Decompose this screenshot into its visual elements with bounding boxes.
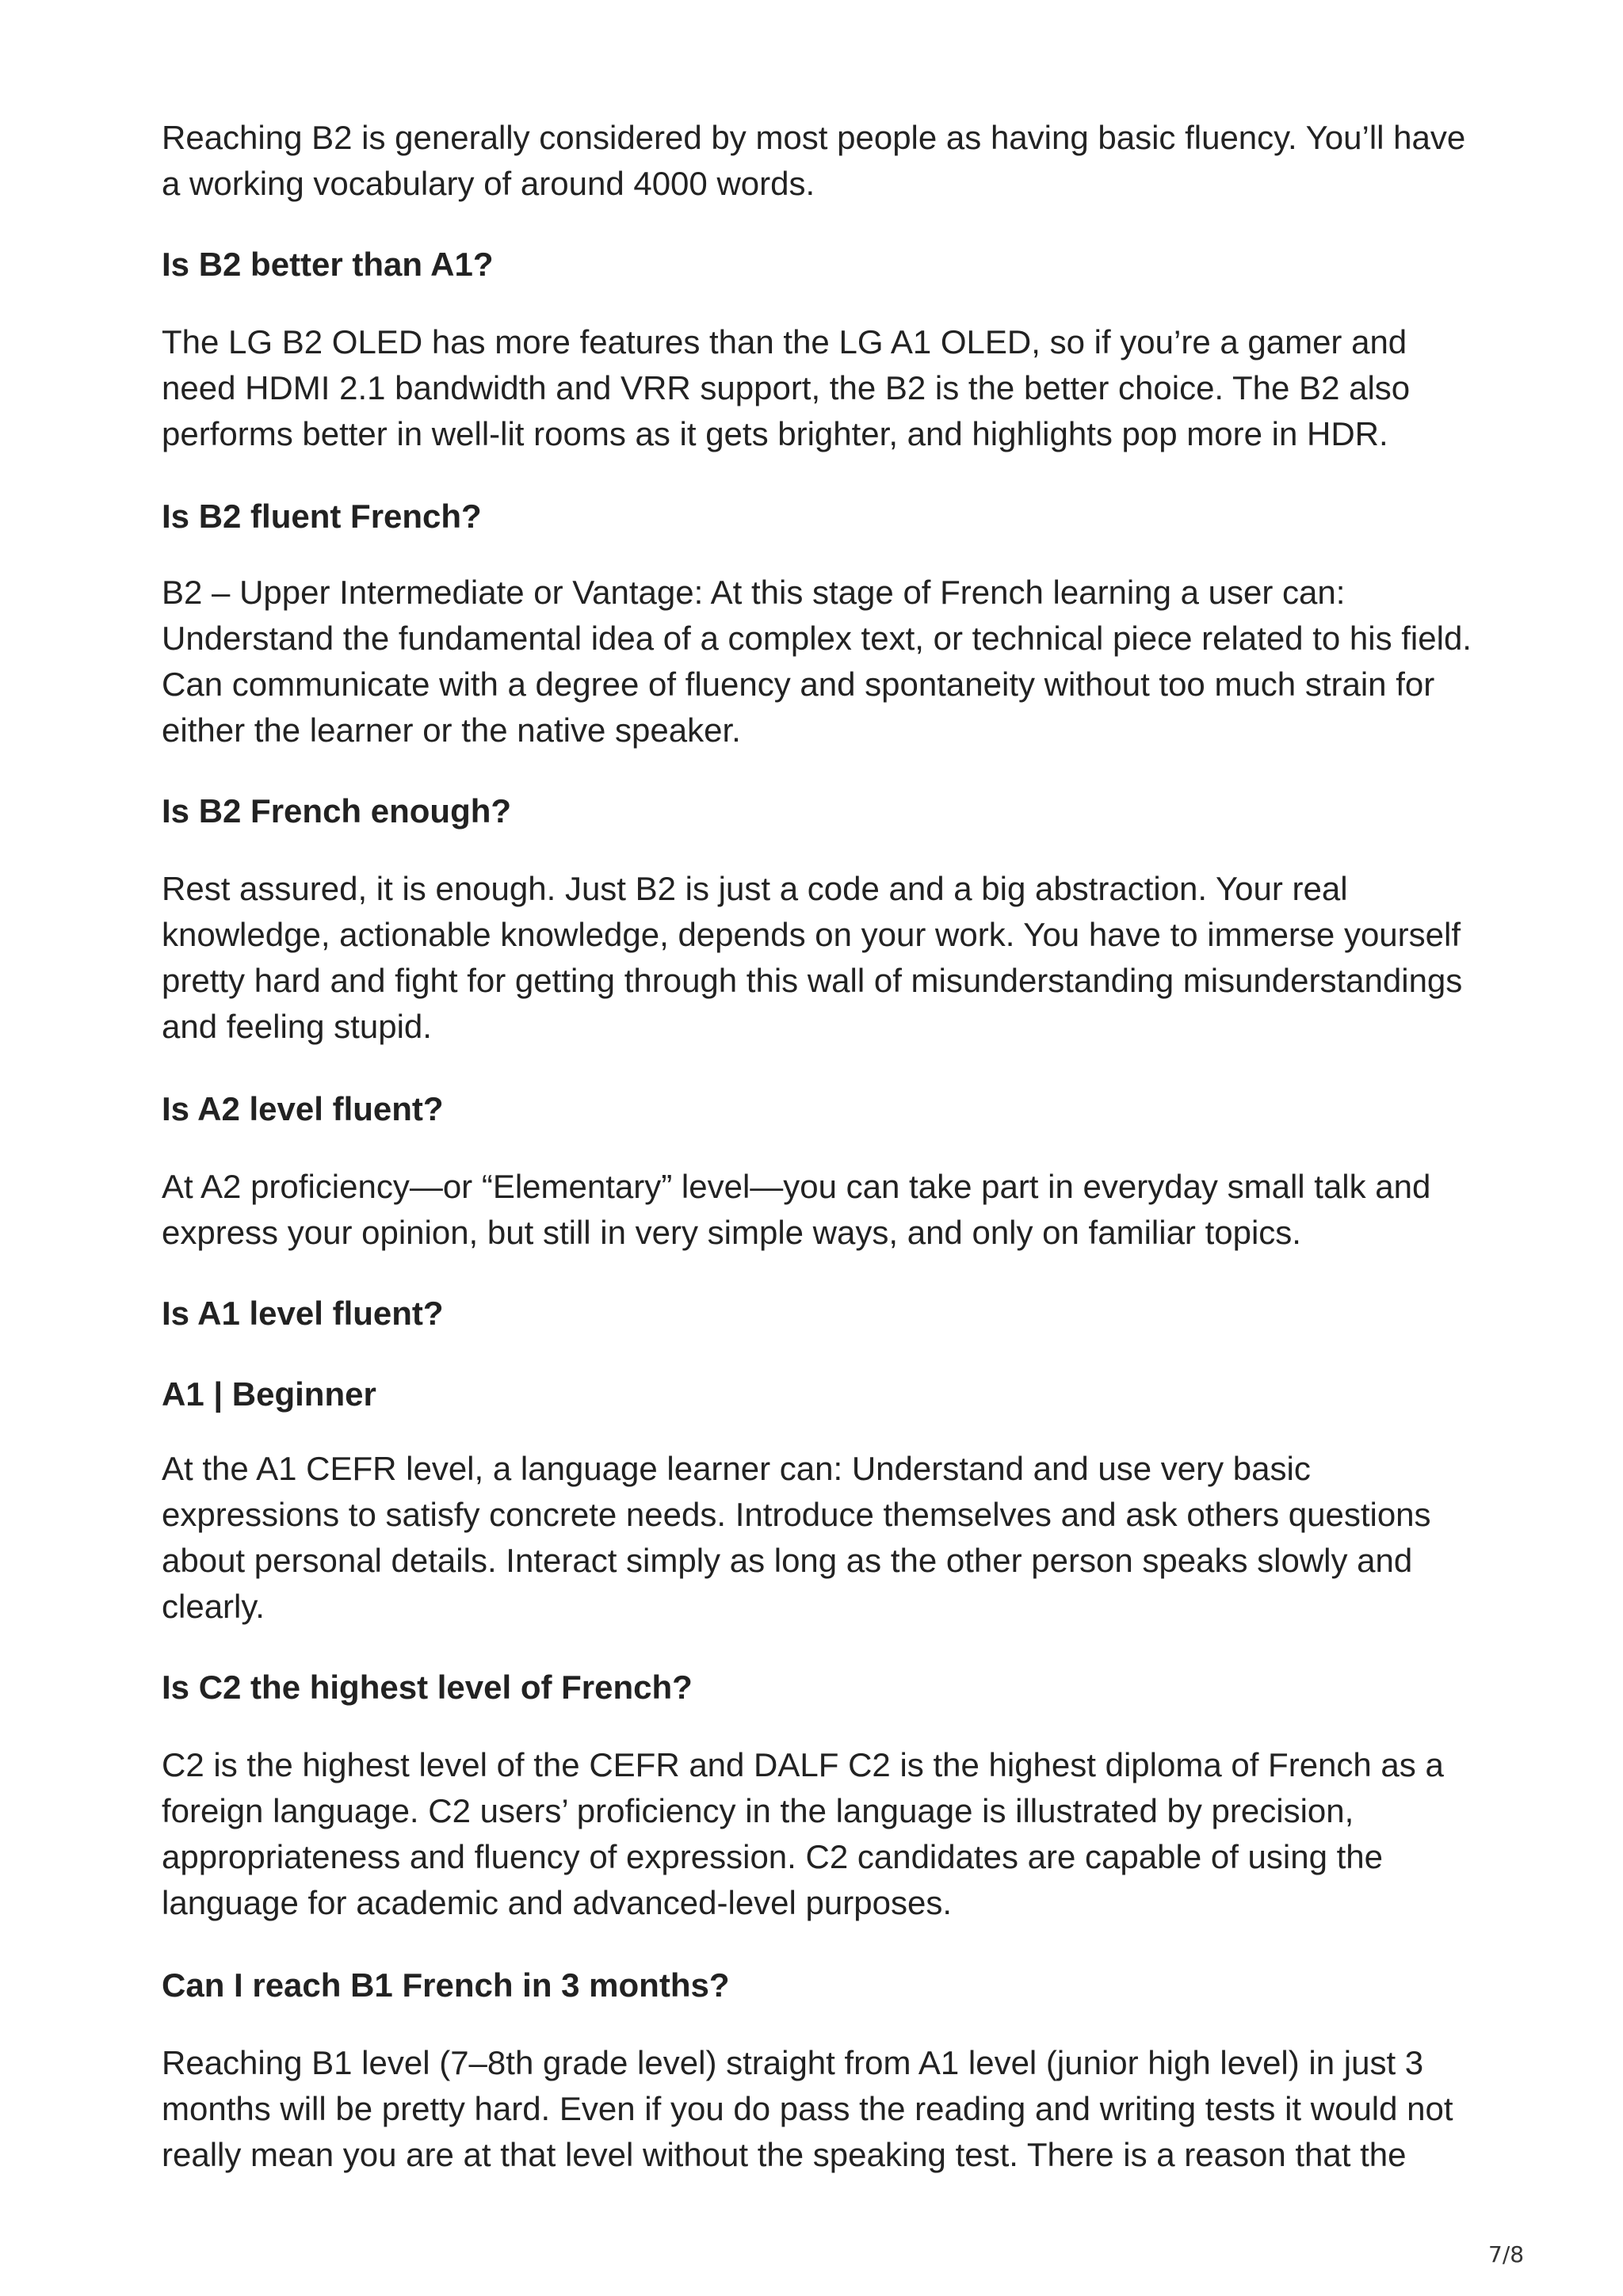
paragraph-line: pretty hard and fight for getting through this wall of misunderstanding misunderstandings [162,962,1463,999]
paragraph-line: really mean you are at that level without the speaking test. There is a reason that the [162,2136,1407,2173]
paragraph-line: Reaching B2 is generally considered by most people as having basic fluency. You’ll have [162,119,1466,156]
section-heading: A1 | Beginner [162,1375,376,1413]
paragraph-line: need HDMI 2.1 bandwidth and VRR support, the B2 is the better choice. The B2 also [162,369,1411,406]
paragraph-line: B2 – Upper Intermediate or Vantage: At this stage of French learning a user can: [162,574,1346,611]
section-heading: Is A2 level fluent? [162,1090,444,1127]
page-number: 7/8 [1488,2241,1525,2267]
paragraph-line: express your opinion, but still in very simple ways, and only on familiar topics. [162,1214,1301,1251]
paragraph-line: either the learner or the native speaker. [162,711,741,749]
paragraph-line: expressions to satisfy concrete needs. Introduce themselves and ask others questions [162,1496,1431,1533]
paragraph-line: Rest assured, it is enough. Just B2 is just a code and a big abstraction. Your real [162,870,1348,907]
paragraph-line: At A2 proficiency—or “Elementary” level—you can take part in everyday small talk and [162,1168,1431,1205]
paragraph-line: language for academic and advanced-level purposes. [162,1884,952,1921]
section-heading: Is B2 fluent French? [162,498,482,535]
paragraph-line: Understand the fundamental idea of a complex text, or technical piece related to his field. [162,620,1472,657]
paragraph-line: The LG B2 OLED has more features than the LG A1 OLED, so if you’re a gamer and [162,323,1407,360]
paragraph-line: knowledge, actionable knowledge, depends on your work. You have to immerse yourself [162,916,1461,953]
paragraph-line: months will be pretty hard. Even if you do pass the reading and writing tests it would not [162,2090,1453,2127]
paragraph-line: foreign language. C2 users’ proficiency in the language is illustrated by precision, [162,1792,1354,1829]
paragraph-line: about personal details. Interact simply as long as the other person speaks slowly and [162,1542,1413,1579]
section-heading: Is C2 the highest level of French? [162,1669,693,1706]
section-heading: Is B2 French enough? [162,792,512,830]
section-heading: Is A1 level fluent? [162,1295,444,1332]
paragraph-line: clearly. [162,1588,265,1625]
section-heading: Is B2 better than A1? [162,246,494,283]
paragraph-line: and feeling stupid. [162,1008,432,1045]
paragraph-line: appropriateness and fluency of expression. C2 candidates are capable of using the [162,1838,1383,1875]
paragraph-line: C2 is the highest level of the CEFR and DALF C2 is the highest diploma of French as a [162,1746,1444,1783]
paragraph-line: Can communicate with a degree of fluency and spontaneity without too much strain for [162,666,1435,703]
paragraph-line: Reaching B1 level (7–8th grade level) straight from A1 level (junior high level) in just 3 [162,2044,1424,2081]
paragraph-line: At the A1 CEFR level, a language learner can: Understand and use very basic [162,1450,1311,1487]
paragraph-line: a working vocabulary of around 4000 words. [162,165,815,202]
paragraph-line: performs better in well-lit rooms as it gets brighter, and highlights pop more in HDR. [162,415,1388,452]
section-heading: Can I reach B1 French in 3 months? [162,1966,730,2004]
